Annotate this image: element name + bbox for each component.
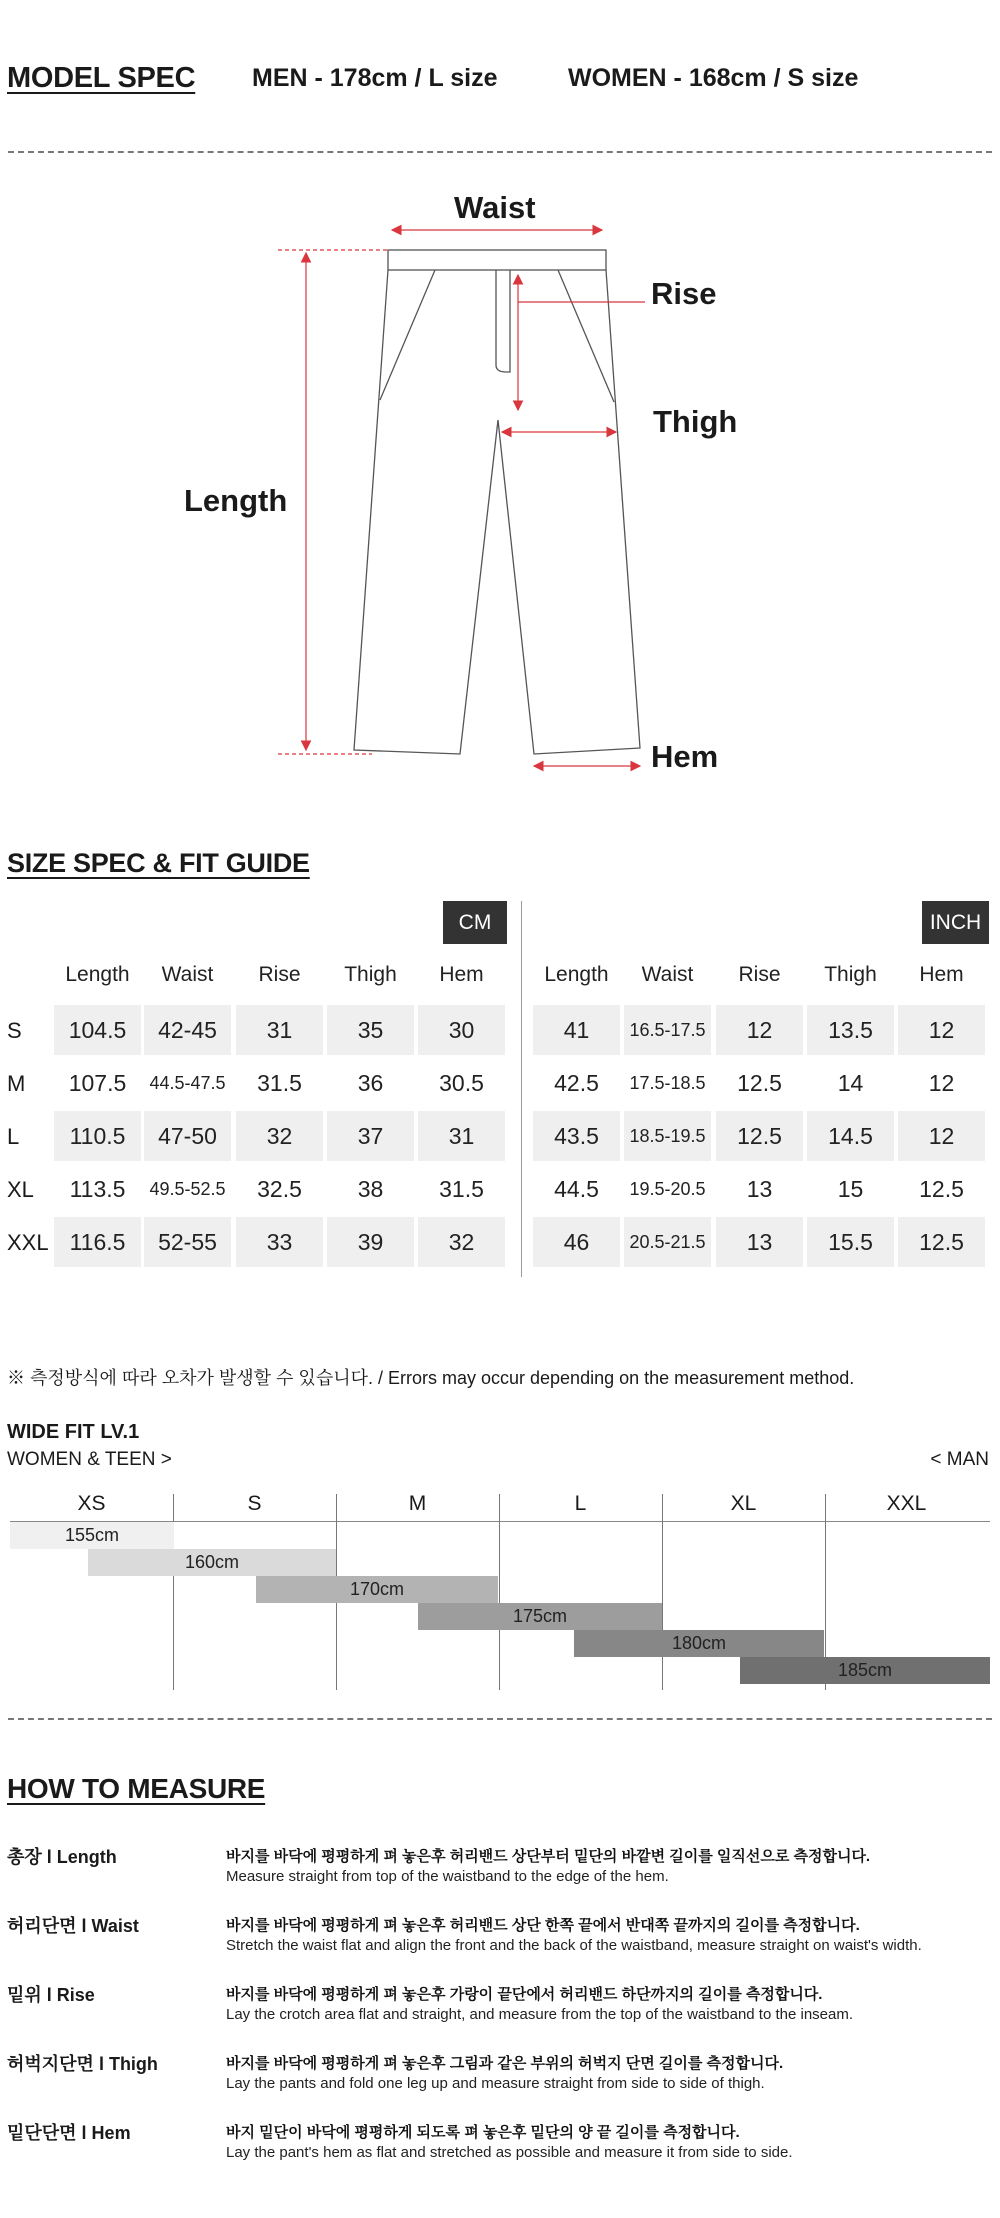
column-header-cm: Hem <box>439 963 484 986</box>
measure-item-label: 밑단단면 l Hem <box>7 2123 131 2143</box>
table-divider <box>521 901 522 1277</box>
measure-item-ko: 바지를 바닥에 평평하게 펴 놓은후 허리밴드 상단부터 밑단의 바깥변 길이를 일직선으로 측정합니다. <box>226 1848 871 1865</box>
measure-item-en: Measure straight from top of the waistband to the edge of the hem. <box>226 1868 669 1885</box>
measure-item-en: Lay the crotch area flat and straight, and measure from the top of the waistband to the inseam. <box>226 2006 854 2023</box>
cm-cell: 39 <box>327 1217 414 1267</box>
cm-cell: 32.5 <box>257 1175 302 1202</box>
measure-item-en: Stretch the waist flat and align the front and the back of the waistband, measure straight on waist's width. <box>226 1937 922 1954</box>
cm-cell: 107.5 <box>68 1069 127 1096</box>
inch-cell: 15.5 <box>807 1217 894 1267</box>
measure-item-label: 총장 l Length <box>7 1847 117 1867</box>
fit-left-label: WOMEN & TEEN > <box>7 1449 172 1470</box>
fit-column-line <box>662 1494 663 1690</box>
cm-cell: 31.5 <box>439 1175 484 1202</box>
size-row-label: XXL <box>7 1230 49 1255</box>
inch-cell: 18.5-19.5 <box>624 1111 711 1161</box>
cm-cell: 116.5 <box>54 1217 141 1267</box>
fit-right-label: < MAN <box>930 1449 989 1470</box>
inch-unit-badge: INCH <box>922 901 989 944</box>
inch-cell: 42.5 <box>554 1069 599 1096</box>
cm-cell: 30 <box>418 1005 505 1055</box>
column-header-inch: Waist <box>641 963 694 986</box>
inch-cell: 20.5-21.5 <box>624 1217 711 1267</box>
model-spec-women: WOMEN - 168cm / S size <box>568 64 859 92</box>
fit-size-header: L <box>574 1492 587 1515</box>
measure-item-label: 허리단면 l Waist <box>7 1916 139 1936</box>
cm-cell: 35 <box>327 1005 414 1055</box>
cm-cell: 30.5 <box>439 1069 484 1096</box>
cm-cell: 110.5 <box>54 1111 141 1161</box>
inch-cell: 12.5 <box>737 1069 782 1096</box>
inch-cell: 43.5 <box>533 1111 620 1161</box>
fit-size-header: XXL <box>886 1492 927 1515</box>
column-header-cm: Length <box>65 963 130 986</box>
inch-cell: 12 <box>898 1005 985 1055</box>
inch-cell: 16.5-17.5 <box>624 1005 711 1055</box>
cm-cell: 104.5 <box>54 1005 141 1055</box>
fit-column-line <box>499 1494 500 1690</box>
cm-cell: 44.5-47.5 <box>149 1072 226 1093</box>
measurement-note: ※ 측정방식에 따라 오차가 발생할 수 있습니다. / Errors may occur depending on the measurement method. <box>7 1368 855 1388</box>
fit-guide-title: WIDE FIT LV.1 <box>7 1421 140 1443</box>
measure-item-ko: 바지를 바닥에 평평하게 펴 놓은후 가랑이 끝단에서 허리밴드 하단까지의 길이를 측정합니다. <box>226 1986 823 2003</box>
column-header-cm: Thigh <box>344 963 397 986</box>
inch-cell: 14.5 <box>807 1111 894 1161</box>
pants-diagram <box>0 160 1000 800</box>
fit-size-header: XL <box>730 1492 757 1515</box>
fit-size-header: XS <box>77 1492 106 1515</box>
column-header-cm: Rise <box>258 963 301 986</box>
inch-cell: 12.5 <box>919 1175 964 1202</box>
measure-item-ko: 바지를 바닥에 평평하게 펴 놓은후 허리밴드 상단 한쪽 끝에서 반대쪽 끝까지의 길이를 측정합니다. <box>226 1917 860 1934</box>
inch-cell: 19.5-20.5 <box>629 1178 706 1199</box>
size-row-label: S <box>7 1018 22 1043</box>
inch-cell: 15 <box>837 1175 864 1202</box>
cm-cell: 37 <box>327 1111 414 1161</box>
measure-item-en: Lay the pant's hem as flat and stretched as possible and measure it from side to side. <box>226 2144 793 2161</box>
waist-label: Waist <box>454 190 536 225</box>
fit-size-header: S <box>247 1492 262 1515</box>
inch-cell: 13 <box>746 1175 773 1202</box>
cm-cell: 38 <box>357 1175 384 1202</box>
thigh-label: Thigh <box>653 404 738 439</box>
column-header-inch: Hem <box>919 963 964 986</box>
rise-label: Rise <box>651 276 717 311</box>
size-row-label: M <box>7 1071 26 1096</box>
divider <box>8 1718 992 1720</box>
column-header-cm: Waist <box>161 963 214 986</box>
cm-cell: 42-45 <box>144 1005 231 1055</box>
cm-cell: 36 <box>357 1069 384 1096</box>
fit-height-band: 155cm <box>10 1522 174 1549</box>
measure-item-ko: 바지를 바닥에 평평하게 펴 놓은후 그림과 같은 부위의 허벅지 단면 길이를 측정합니다. <box>226 2055 784 2072</box>
cm-cell: 33 <box>236 1217 323 1267</box>
inch-cell: 12 <box>928 1069 955 1096</box>
measure-lines <box>278 230 645 766</box>
cm-cell: 47-50 <box>144 1111 231 1161</box>
cm-cell: 31 <box>236 1005 323 1055</box>
cm-cell: 52-55 <box>144 1217 231 1267</box>
cm-cell: 113.5 <box>69 1175 126 1202</box>
fit-height-band: 180cm <box>574 1630 824 1657</box>
measure-item-ko: 바지 밑단이 바닥에 평평하게 되도록 펴 놓은후 밑단의 양 끝 길이를 측정합니다. <box>226 2124 740 2141</box>
inch-cell: 17.5-18.5 <box>629 1072 706 1093</box>
size-row-label: L <box>7 1124 20 1149</box>
model-spec-men: MEN - 178cm / L size <box>252 64 498 92</box>
fit-height-band: 160cm <box>88 1549 336 1576</box>
column-header-inch: Thigh <box>824 963 877 986</box>
inch-cell: 13.5 <box>807 1005 894 1055</box>
length-label: Length <box>184 483 288 518</box>
inch-cell: 14 <box>837 1069 864 1096</box>
column-header-inch: Rise <box>738 963 781 986</box>
hem-label: Hem <box>651 739 719 774</box>
cm-cell: 31.5 <box>257 1069 302 1096</box>
inch-cell: 12 <box>716 1005 803 1055</box>
fit-height-band: 175cm <box>418 1603 662 1630</box>
size-spec-title: SIZE SPEC & FIT GUIDE <box>7 848 310 878</box>
inch-cell: 13 <box>716 1217 803 1267</box>
measure-item-label: 밑위 l Rise <box>7 1985 95 2005</box>
model-spec-title: MODEL SPEC <box>7 62 196 94</box>
cm-cell: 31 <box>418 1111 505 1161</box>
cm-unit-badge: CM <box>443 901 507 944</box>
measure-item-label: 허벅지단면 l Thigh <box>7 2054 158 2074</box>
pants-outline <box>354 250 640 754</box>
how-to-measure-title: HOW TO MEASURE <box>7 1773 266 1804</box>
inch-cell: 41 <box>533 1005 620 1055</box>
measure-item-en: Lay the pants and fold one leg up and measure straight from side to side of thigh. <box>226 2075 765 2092</box>
cm-cell: 32 <box>418 1217 505 1267</box>
cm-cell: 49.5-52.5 <box>149 1178 226 1199</box>
inch-cell: 12.5 <box>898 1217 985 1267</box>
inch-cell: 46 <box>533 1217 620 1267</box>
cm-cell: 32 <box>236 1111 323 1161</box>
inch-cell: 12 <box>898 1111 985 1161</box>
size-row-label: XL <box>7 1177 34 1202</box>
inch-cell: 44.5 <box>554 1175 599 1202</box>
fit-height-band: 185cm <box>740 1657 990 1684</box>
column-header-inch: Length <box>544 963 609 986</box>
fit-size-header: M <box>408 1492 427 1515</box>
fit-height-band: 170cm <box>256 1576 498 1603</box>
divider <box>8 151 992 153</box>
inch-cell: 12.5 <box>716 1111 803 1161</box>
